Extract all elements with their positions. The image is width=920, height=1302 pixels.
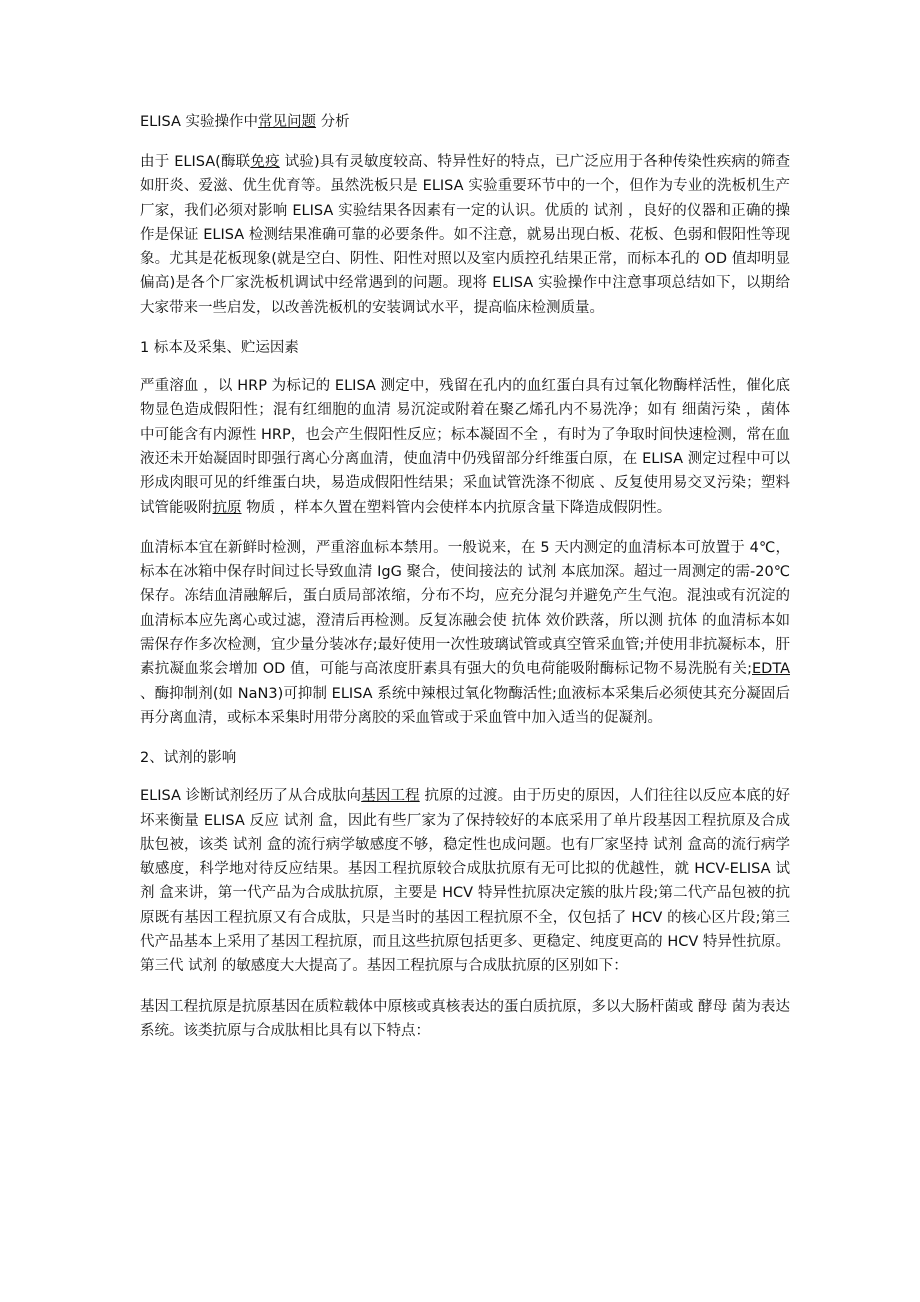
link-antigen[interactable]: 抗原 [212,499,242,516]
s2p1-text-start: ELISA 诊断试剂经历了从合成肽向 [140,788,362,805]
intro-text-end: 试验)具有灵敏度较高、特异性好的特点，已广泛应用于各种传染性疾病的筛查如肝炎、爱滋、优生优育等。虽然洗板只是 ELISA 实验重要环节中的一个，但作为专业的洗板机生产厂家，我们必须对影响 ELISA 实验结果各因素有一定的认识。优质的 试剂 ，良好的仪器和正确的操作是保证 ELISA 检测结果准确可靠的必要条件。如不注意，就易出现白板、花板、色弱和假阳性等现象。尤其是花板现象(就是空白、阴性、阳性对照以及室内质控孔结果正常，而标本孔的 OD 值却明显偏高)是各个厂家洗板机调试中经常遇到的问题。现将 ELISA 实验操作中注意事项总结如下，以期给大家带来一些启发，以改善洗板机的安装调试水平，提高临床检测质量。 [140,154,791,316]
document-title [140,110,790,134]
intro-text-start: 由于 ELISA(酶联 [140,154,251,170]
section-1-paragraph-2 [140,536,790,730]
link-common-problems[interactable]: 常见问题 [258,114,317,130]
link-edta[interactable]: EDTA [752,661,790,678]
document-page [140,110,790,1059]
title-text-start: ELISA 实验操作中 [140,114,259,130]
section-2-paragraph-2: 基因工程抗原是抗原基因在质粒载体中原核或真核表达的蛋白质抗原，多以大肠杆菌或 酵母 菌为表达系统。该类抗原与合成肽相比具有以下特点： [140,998,790,1039]
section-1-heading: 1 标本及采集、贮运因素 [140,340,299,357]
s1p2-text-start: 血清标本宜在新鲜时检测，严重溶血标本禁用。一般说来，在 5 天内测定的血清标本可放置于 4℃，标本在冰箱中保存时间过长导致血清 IgG 聚合，使间接法的 试剂 本底加深。超过一周测定的需-20℃保存。冻结血清融解后，蛋白质局部浓缩，分布不均，应充分混匀并避免产生气泡。混浊或有沉淀的血清标本应先离心或过滤，澄清后再检测。反复冻融会使 抗体 效价跌落，所以测 抗体 的血清标本如需保存作多次检测，宜少量分装冰存;最好使用一次性玻璃试管或真空管采血管;并使用非抗凝标本，肝素抗凝血浆会增加 OD 值，可能与高浓度肝素具有强大的负电荷能吸附酶标记物不易洗脱有关; [140,539,790,678]
link-genetic-engineering[interactable]: 基因工程 [361,788,420,805]
intro-paragraph [140,150,790,320]
link-immunity[interactable]: 免疫 [250,154,280,170]
section-1-paragraph-1 [140,374,790,520]
s1p1-text-end: 物质 ，样本久置在塑料管内会使样本内抗原含量下降造成假阴性。 [241,499,672,516]
title-text-end: 分析 [316,114,350,130]
section-2-paragraph-1 [140,784,790,978]
s2p1-text-end: 抗原的过渡。由于历史的原因，人们往往以反应本底的好坏来衡量 ELISA 反应 试剂 盒，因此有些厂家为了保持较好的本底采用了单片段基因工程抗原及合成肽包被，该类 试剂 盒的流行病学敏感度不够，稳定性也成问题。也有厂家坚持 试剂 盒高的流行病学敏感度，科学地对待反应结果。基因工程抗原较合成肽抗原有无可比拟的优越性，就 HCV-ELISA 试剂 盒来讲，第一代产品为合成肽抗原，主要是 HCV 特异性抗原决定簇的肽片段;第二代产品包被的抗原既有基因工程抗原又有合成肽，只是当时的基因工程抗原不全，仅包括了 HCV 的核心区片段;第三代产品基本上采用了基因工程抗原，而且这些抗原包括更多、更稳定、纯度更高的 HCV 特异性抗原。第三代 试剂 的敏感度大大提高了。基因工程抗原与合成肽抗原的区别如下： [140,788,791,975]
s1p1-text-start: 严重溶血 ，以 HRP 为标记的 ELISA 测定中，残留在孔内的血红蛋白具有过氧化物酶样活性，催化底物显色造成假阳性；混有红细胞的血清 易沉淀或附着在聚乙烯孔内不易洗净；如有 细菌污染 ，菌体中可能含有内源性 HRP，也会产生假阳性反应；标本凝固不全 ，有时为了争取时间快速检测，常在血液还未开始凝固时即强行离心分离血清，使血清中仍残留部分纤维蛋白原，在 ELISA 测定过程中可以形成肉眼可见的纤维蛋白块，易造成假阳性结果；采血试管洗涤不彻底 、反复使用易交叉污染；塑料试管能吸附 [140,378,790,516]
section-2-heading: 2、试剂的影响 [140,750,237,767]
s1p2-text-end: 、酶抑制剂(如 NaN3)可抑制 ELISA 系统中辣根过氧化物酶活性;血液标本采集后必须使其充分凝固后再分离血清，或标本采集时用带分离胶的采血管或于采血管中加入适当的促凝剂。 [140,685,790,726]
